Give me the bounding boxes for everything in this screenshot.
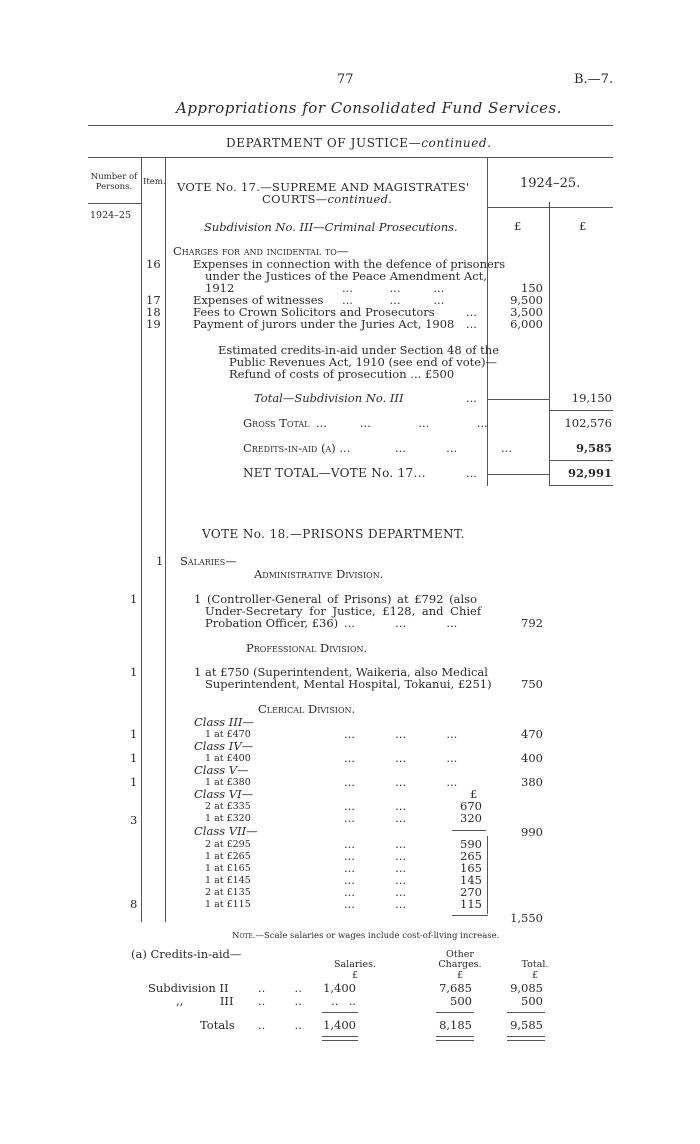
department-name: DEPARTMENT OF JUSTICE— (226, 136, 422, 150)
total-rule (487, 399, 549, 400)
credits-note-line: Public Revenues Act, 1910 (see end of vote)— (229, 355, 498, 369)
leader-dots: ... ... (344, 885, 407, 899)
persons-count: 1 (130, 727, 138, 741)
credits-in-aid-label: Credits-in-aid (a) ... (243, 441, 351, 455)
class-line: 1 at £470 (205, 729, 251, 740)
item-description: Expenses of witnesses (193, 293, 324, 307)
persons-count: 1 (130, 665, 138, 679)
leader-dots: ... ... ... (344, 775, 458, 789)
credits-note-line: Estimated credits-in-aid under Section 48 of the (218, 343, 500, 357)
number-of-persons-header: Number of Persons. (90, 172, 138, 192)
scale-note (232, 930, 499, 943)
leader-dots: ... (466, 317, 477, 331)
leader-dots: ... ... ... (344, 727, 458, 741)
class-label: Class IV— (194, 739, 254, 753)
vote-17-continued: continued. (327, 192, 393, 206)
leader-dots: .. .. (258, 1018, 302, 1032)
class-amount: 400 (521, 751, 543, 765)
persons-item-divider (141, 158, 142, 922)
class-line: 2 at £295 (205, 839, 251, 850)
persons-count: 3 (130, 813, 138, 827)
totals-label: Totals (200, 1018, 235, 1032)
clerical-division-heading: Clerical Division. (258, 702, 356, 716)
prof-amount: 750 (521, 677, 543, 691)
item-description: Fees to Crown Solicitors and Prosecutors (193, 305, 435, 319)
note-prefix: Note. (232, 931, 256, 941)
credits-row-label: Subdivision II (148, 981, 229, 995)
leader-dots: ... ... (344, 837, 407, 851)
class-line: 1 at £320 (205, 813, 251, 824)
item-amount: 150 (521, 281, 543, 295)
charges-heading: Charges for and incidental to— (173, 244, 349, 258)
item-number: 17 (146, 293, 161, 307)
admin-amount: 792 (521, 616, 543, 630)
persons-count: 1 (130, 592, 138, 606)
class-line: 1 at £380 (205, 777, 251, 788)
admin-description: 1 (Controller-General of Prisons) at £792 (also (194, 592, 477, 606)
totals-double-rule-other (436, 1036, 474, 1041)
gross-total-value: 102,576 (564, 416, 612, 430)
class-vi-rule (452, 830, 486, 831)
totals-rule-salaries (322, 1012, 358, 1013)
class-line: 1 at £115 (205, 899, 251, 910)
year-label-right: 1924–25. (520, 176, 581, 191)
class-amount: 380 (521, 775, 543, 789)
leader-dots: ... ... ... (344, 616, 458, 630)
credits-note-line: Refund of costs of prosecution ... £500 (229, 367, 455, 381)
item-description: under the Justices of the Peace Amendment Act, (205, 269, 487, 283)
credits-total: 500 (521, 994, 543, 1008)
credits-total: 9,085 (510, 981, 543, 995)
class-line: 1 at £400 (205, 753, 251, 764)
class-line: 1 at £265 (205, 851, 251, 862)
item-description: 1912 (205, 281, 235, 295)
class-sub-amount: 145 (460, 873, 482, 887)
item-header: Item. (143, 177, 166, 187)
leader-dots: ... ... ... (342, 281, 445, 295)
pound-header-total: £ (579, 219, 587, 233)
department-continued: continued. (421, 136, 492, 150)
class-label: Class VII— (194, 824, 258, 838)
subdivision-heading: Subdivision No. III—Criminal Prosecutions. (204, 220, 458, 234)
persons-count: 8 (130, 897, 138, 911)
salaries-item-number: 1 (156, 554, 164, 568)
class-label: Class VI— (194, 787, 254, 801)
col-header-salaries: Salaries. (334, 959, 376, 970)
class-sub-amount: 265 (460, 849, 482, 863)
credits-in-aid-value: 9,585 (575, 441, 612, 455)
totals-rule-total (507, 1012, 545, 1013)
leader-dots: ... (466, 391, 477, 405)
leader-dots: ... ... ... (342, 293, 445, 307)
leader-dots: ... ... ... (395, 441, 512, 455)
class-label: Class III— (194, 715, 254, 729)
net-total-label: NET TOTAL—VOTE No. 17... (243, 466, 426, 480)
total-subdivision-label: Total—Subdivision No. III (254, 391, 404, 405)
credits-salaries: .. (348, 994, 356, 1008)
col-header-other-2: Charges. (438, 959, 482, 970)
net-total-value: 92,991 (567, 466, 612, 480)
salaries-heading: Salaries— (180, 554, 237, 568)
persons-count: 1 (130, 775, 138, 789)
class-sub-amount: 670 (460, 799, 482, 813)
department-heading (226, 137, 492, 150)
pound-sign: £ (456, 970, 464, 981)
totals-other: 8,185 (439, 1018, 472, 1032)
class-vii-bracket (487, 836, 488, 914)
leader-dots: ... ... ... ... (316, 416, 488, 430)
year-rule-left (88, 203, 141, 204)
item-number: 19 (146, 317, 161, 331)
document-reference: B.—7. (574, 72, 614, 87)
gross-rule (549, 410, 613, 411)
total-column-divider (549, 202, 550, 486)
class-vii-rule (452, 915, 488, 916)
leader-dots: ... ... (344, 873, 407, 887)
vote-17-courts: COURTS— (262, 192, 328, 206)
net-dash-rule (487, 474, 549, 475)
pound-sign: £ (351, 970, 359, 981)
leader-dots: ... ... (344, 897, 407, 911)
class-line: 1 at £165 (205, 863, 251, 874)
prof-description: Superintendent, Mental Hospital, Tokanui, £251) (205, 677, 492, 691)
pound-sign: £ (531, 970, 539, 981)
item-amount: 3,500 (510, 305, 543, 319)
credits-row-label: ,, III (176, 994, 234, 1008)
item-description: Payment of jurors under the Juries Act, 1908 (193, 317, 455, 331)
admin-description: Probation Officer, £36) (205, 616, 339, 630)
item-number: 16 (146, 257, 161, 271)
class-label: Class V— (194, 763, 249, 777)
professional-division-heading: Professional Division. (246, 641, 368, 655)
totals-double-rule-total (507, 1036, 545, 1041)
pound-sign: £ (470, 787, 478, 801)
pound-header-amount: £ (514, 219, 522, 233)
class-amount: 1,550 (510, 911, 543, 925)
credits-table-heading: (a) Credits-in-aid— (131, 947, 242, 961)
table-top-rule (88, 157, 613, 158)
class-sub-amount: 165 (460, 861, 482, 875)
class-line: 2 at £335 (205, 801, 251, 812)
vote-18-title: VOTE No. 18.—PRISONS DEPARTMENT. (202, 527, 465, 541)
class-sub-amount: 270 (460, 885, 482, 899)
class-sub-amount: 590 (460, 837, 482, 851)
leader-dots: .. .. .. (258, 994, 339, 1008)
vote-17-title-line2 (262, 193, 392, 206)
gross-total-label: Gross Total (243, 416, 310, 430)
col-header-total: Total. (521, 959, 549, 970)
leader-dots: ... ... (344, 849, 407, 863)
item-number: 18 (146, 305, 161, 319)
persons-count: 1 (130, 751, 138, 765)
class-sub-amount: 320 (460, 811, 482, 825)
class-line: 2 at £135 (205, 887, 251, 898)
prof-description: 1 at £750 (Superintendent, Waikeria, also Medical (194, 665, 488, 679)
leader-dots: ... ... (344, 861, 407, 875)
item-description: Expenses in connection with the defence of prisoners (193, 257, 506, 271)
vote-17-title: VOTE No. 17.—SUPREME AND MAGISTRATES' (177, 180, 470, 194)
credits-salaries: 1,400 (323, 981, 356, 995)
item-text-divider (165, 158, 166, 922)
page-number: 77 (337, 72, 354, 87)
class-amount: 990 (521, 825, 543, 839)
leader-dots: ... (466, 305, 477, 319)
col-header-other-1: Other (446, 949, 474, 960)
year-rule-right (487, 207, 613, 208)
class-amount: 470 (521, 727, 543, 741)
year-label-left: 1924–25 (90, 210, 132, 221)
net-bottom-rule (549, 485, 613, 486)
title-rule (88, 125, 613, 126)
totals-total: 9,585 (510, 1018, 543, 1032)
leader-dots: ... ... (344, 811, 407, 825)
leader-dots: ... ... (344, 799, 407, 813)
net-rule (549, 460, 613, 461)
item-amount: 9,500 (510, 293, 543, 307)
totals-salaries: 1,400 (323, 1018, 356, 1032)
total-subdivision-value: 19,150 (571, 391, 612, 405)
credits-other: 500 (450, 994, 472, 1008)
leader-dots: ... (466, 466, 477, 480)
page-title: Appropriations for Consolidated Fund Services. (176, 99, 563, 117)
administrative-division-heading: Administrative Division. (254, 567, 384, 581)
admin-description: Under-Secretary for Justice, £128, and Chief (205, 604, 482, 618)
class-line: 1 at £145 (205, 875, 251, 886)
totals-rule-other (436, 1012, 474, 1013)
note-text: —Scale salaries or wages include cost-of-living increase. (255, 931, 500, 941)
item-amount: 6,000 (510, 317, 543, 331)
totals-double-rule-salaries (322, 1036, 358, 1041)
leader-dots: .. .. (258, 981, 302, 995)
credits-other: 7,685 (439, 981, 472, 995)
class-sub-amount: 115 (460, 897, 482, 911)
leader-dots: ... ... ... (344, 751, 458, 765)
